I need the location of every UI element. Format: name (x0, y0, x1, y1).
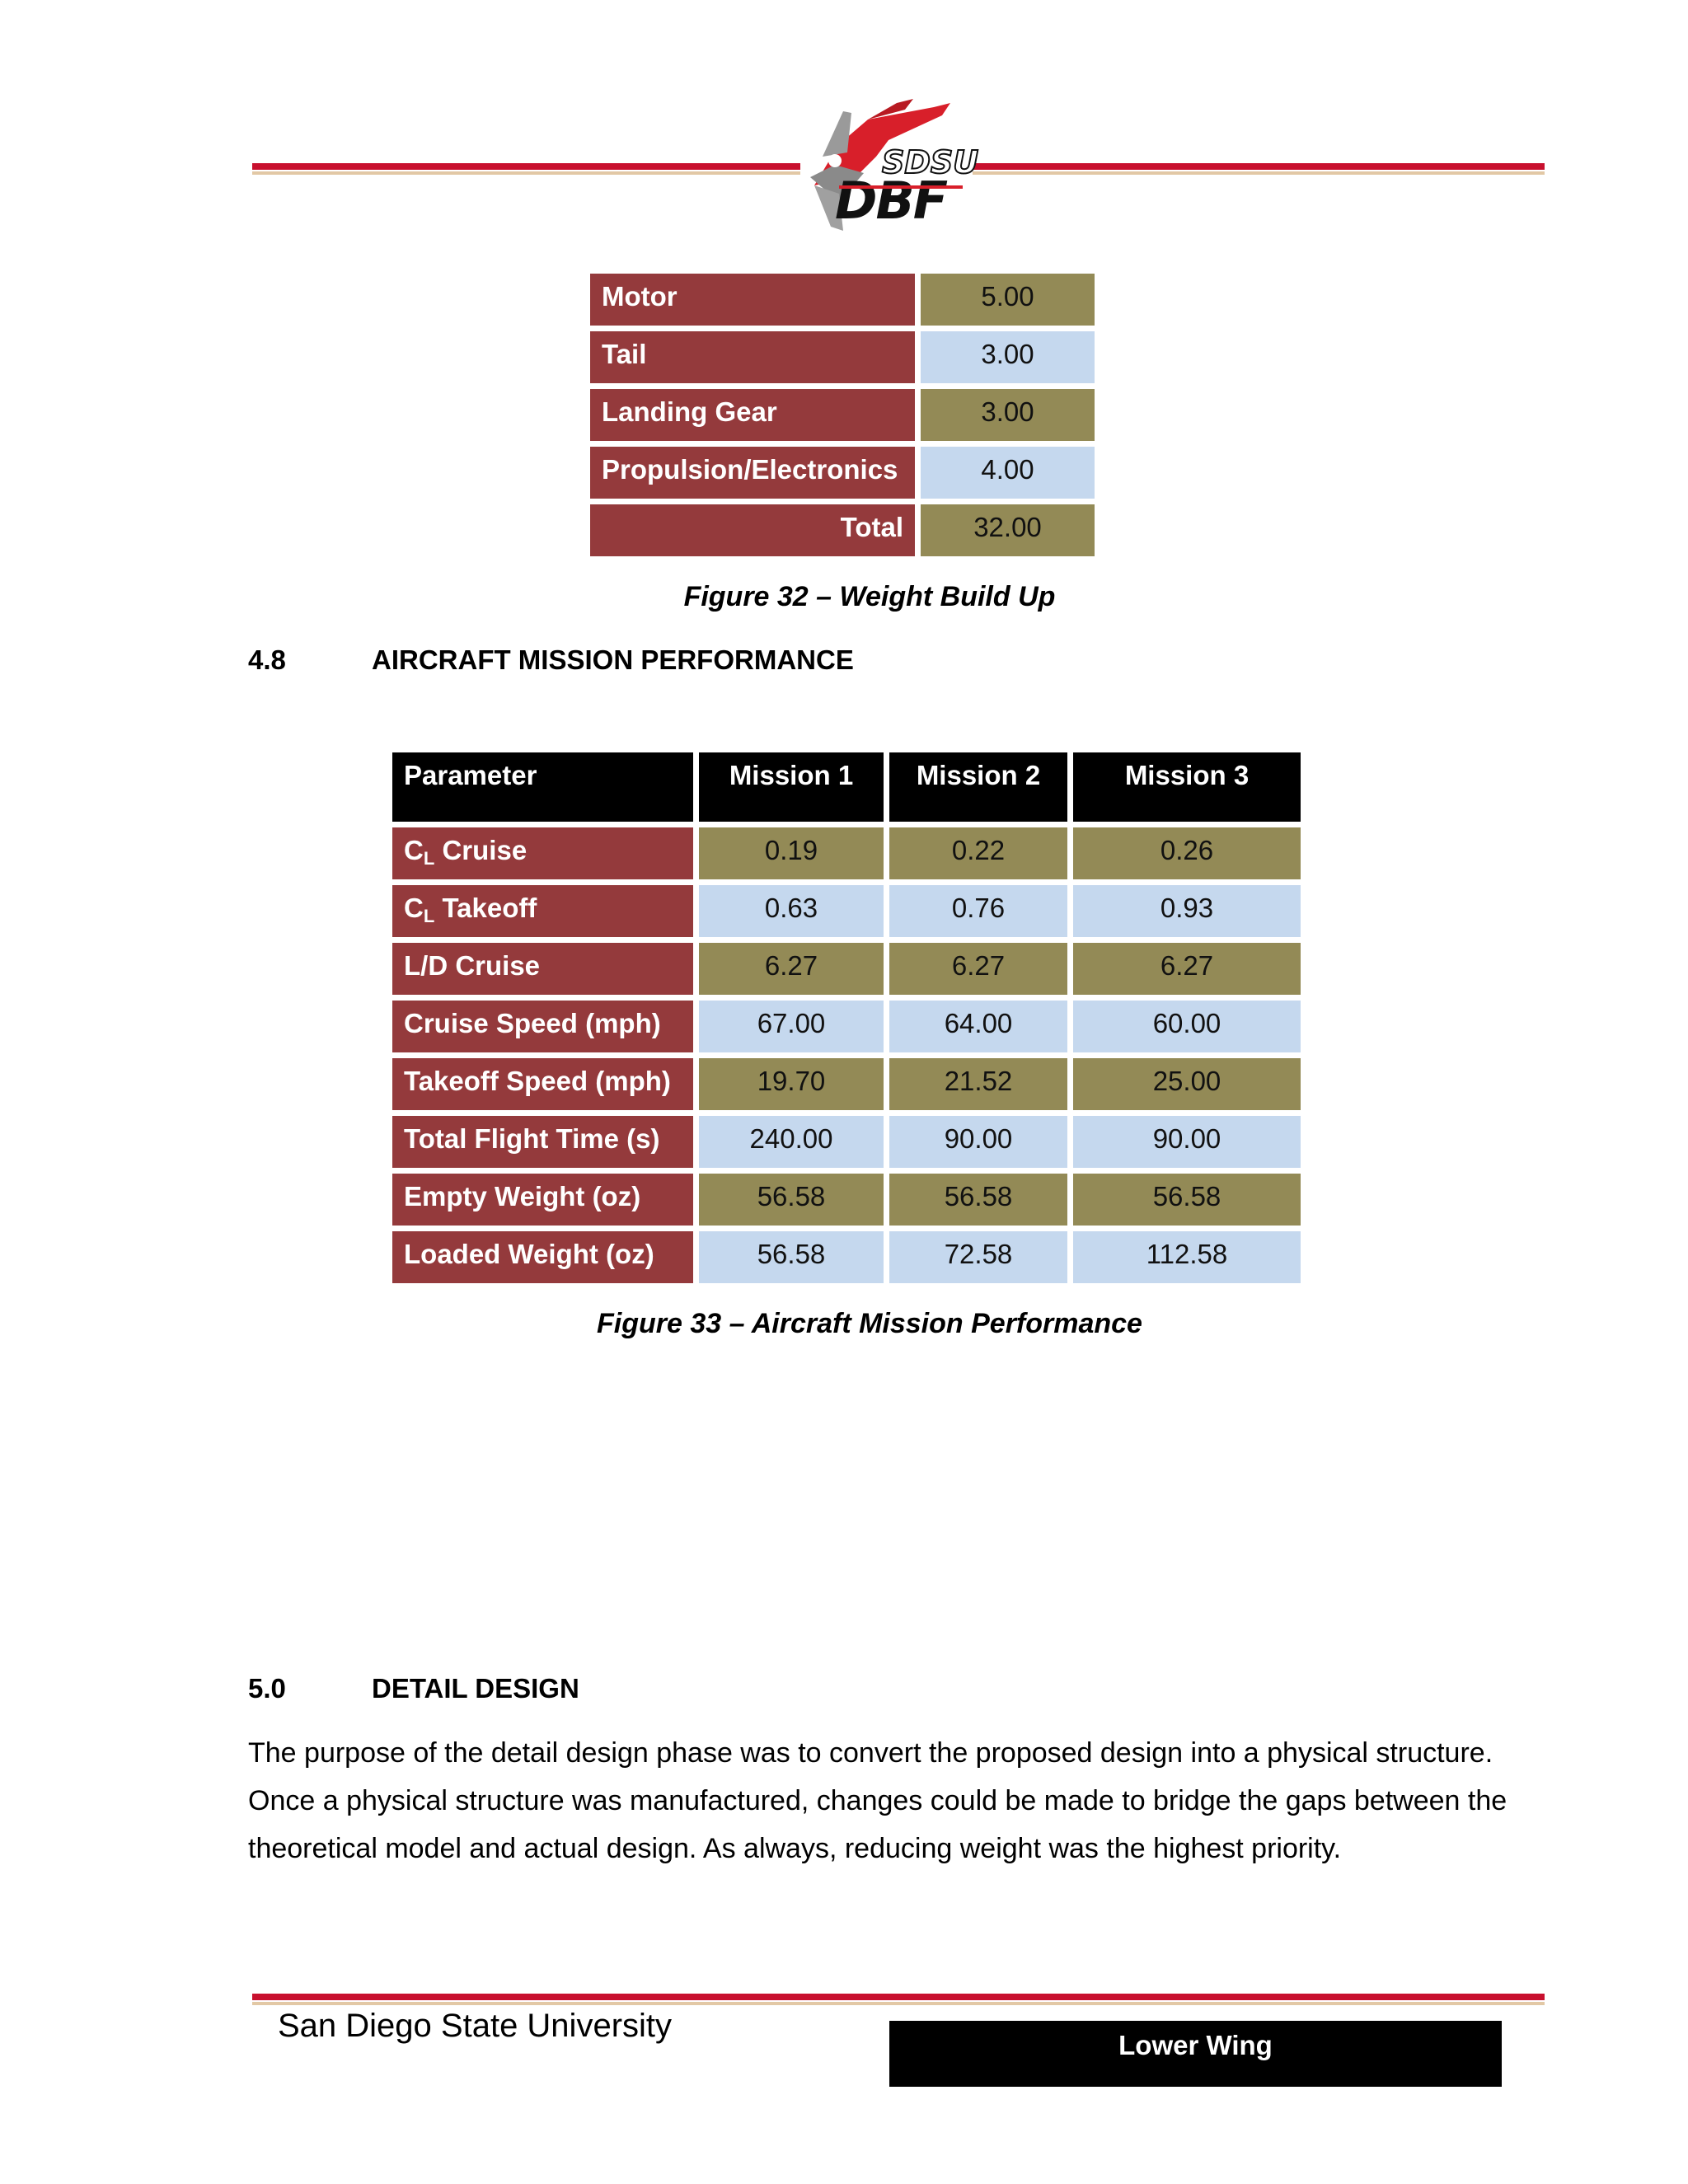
weight-row-value: 4.00 (921, 447, 1095, 499)
svg-text:DBF: DBF (835, 171, 947, 231)
section-title: AIRCRAFT MISSION PERFORMANCE (372, 644, 854, 675)
weight-row (590, 331, 1095, 383)
performance-row (392, 1116, 1301, 1168)
svg-text:SDSU: SDSU (882, 144, 979, 180)
weight-row (590, 504, 1095, 556)
performance-header-row (392, 752, 1301, 822)
figure-32-caption: Figure 32 – Weight Build Up (683, 581, 1056, 612)
detail-design-paragraph (248, 1729, 1567, 1872)
performance-row-label (392, 827, 693, 879)
performance-value-cell: 0.93 (1073, 885, 1301, 937)
performance-value-cell: 0.63 (699, 885, 884, 937)
performance-value-cell: 56.58 (889, 1174, 1067, 1226)
performance-value-cell: 6.27 (1073, 943, 1301, 995)
label-subscript: L (423, 848, 435, 869)
weight-row-value: 32.00 (921, 504, 1095, 556)
performance-row (392, 885, 1301, 937)
performance-row-label (392, 885, 693, 937)
performance-value-cell: 56.58 (699, 1231, 884, 1283)
performance-value-cell: 0.19 (699, 827, 884, 879)
weight-table-body (590, 274, 1095, 556)
performance-table-body (392, 752, 1301, 1283)
figure-33-caption: Figure 33 – Aircraft Mission Performance (597, 1308, 1142, 1339)
label-subscript: L (423, 906, 435, 926)
label-suffix: Cruise (434, 835, 528, 865)
weight-row (590, 389, 1095, 441)
performance-row (392, 943, 1301, 995)
weight-row-value: 3.00 (921, 389, 1095, 441)
performance-header-cell: Parameter (392, 752, 693, 822)
performance-value-cell: 240.00 (699, 1116, 884, 1168)
section-number: 4.8 (248, 644, 286, 675)
header-rule-red-left (252, 163, 800, 170)
footer-rule-red (252, 1994, 1545, 2000)
weight-build-up-table (584, 268, 1100, 562)
weight-row-label: Total (590, 504, 915, 556)
label-suffix: Takeoff (434, 893, 537, 923)
performance-row-label: Total Flight Time (s) (392, 1116, 693, 1168)
performance-row-label: Empty Weight (oz) (392, 1174, 693, 1226)
performance-value-cell: 60.00 (1073, 1001, 1301, 1052)
performance-value-cell: 112.58 (1073, 1231, 1301, 1283)
performance-value-cell: 21.52 (889, 1058, 1067, 1110)
section-title: DETAIL DESIGN (372, 1673, 579, 1704)
paragraph-line: Once a physical structure was manufactured, changes could be made to bridge the gaps between the (248, 1785, 1507, 1816)
performance-value-cell: 56.58 (699, 1174, 884, 1226)
footer-university: San Diego State University (278, 2008, 673, 2044)
performance-value-cell: 90.00 (889, 1116, 1067, 1168)
performance-row (392, 1058, 1301, 1110)
weight-row (590, 447, 1095, 499)
header-rule-red-right (973, 163, 1545, 170)
performance-header-cell: Mission 2 (889, 752, 1067, 822)
performance-value-cell: 6.27 (699, 943, 884, 995)
paragraph-line: theoretical model and actual design. As always, reducing weight was the highest priority. (248, 1833, 1342, 1864)
weight-row-value: 5.00 (921, 274, 1095, 326)
performance-row (392, 1174, 1301, 1226)
label-prefix: C (404, 835, 424, 865)
performance-row-label: Loaded Weight (oz) (392, 1231, 693, 1283)
weight-row-label: Motor (590, 274, 915, 326)
performance-value-cell: 25.00 (1073, 1058, 1301, 1110)
performance-value-cell: 64.00 (889, 1001, 1067, 1052)
weight-row-label: Landing Gear (590, 389, 915, 441)
label-prefix: C (404, 893, 424, 923)
performance-row (392, 1001, 1301, 1052)
header-rule-gold-left (252, 171, 800, 175)
mission-performance-table (387, 747, 1306, 1289)
performance-value-cell: 90.00 (1073, 1116, 1301, 1168)
performance-row (392, 827, 1301, 879)
jet-logo-icon (790, 95, 981, 235)
performance-header-cell: Mission 1 (699, 752, 884, 822)
performance-row-label: Cruise Speed (mph) (392, 1001, 693, 1052)
weight-row-label: Tail (590, 331, 915, 383)
performance-value-cell: 0.22 (889, 827, 1067, 879)
footer-section-label: Lower Wing (889, 2021, 1502, 2087)
section-number: 5.0 (248, 1673, 286, 1704)
performance-value-cell: 56.58 (1073, 1174, 1301, 1226)
header-rule-gold-right (973, 171, 1545, 175)
performance-row (392, 1231, 1301, 1283)
paragraph-line: The purpose of the detail design phase was to convert the proposed design into a physical structure. (248, 1737, 1493, 1769)
footer-rule-gold (252, 2002, 1545, 2005)
performance-value-cell: 72.58 (889, 1231, 1067, 1283)
weight-row-value: 3.00 (921, 331, 1095, 383)
performance-value-cell: 67.00 (699, 1001, 884, 1052)
sdsu-dbf-logo (790, 95, 981, 235)
weight-row-label: Propulsion/Electronics (590, 447, 915, 499)
performance-value-cell: 6.27 (889, 943, 1067, 995)
performance-row-label: Takeoff Speed (mph) (392, 1058, 693, 1110)
performance-value-cell: 19.70 (699, 1058, 884, 1110)
performance-value-cell: 0.26 (1073, 827, 1301, 879)
weight-row (590, 274, 1095, 326)
performance-row-label: L/D Cruise (392, 943, 693, 995)
performance-value-cell: 0.76 (889, 885, 1067, 937)
performance-header-cell: Mission 3 (1073, 752, 1301, 822)
